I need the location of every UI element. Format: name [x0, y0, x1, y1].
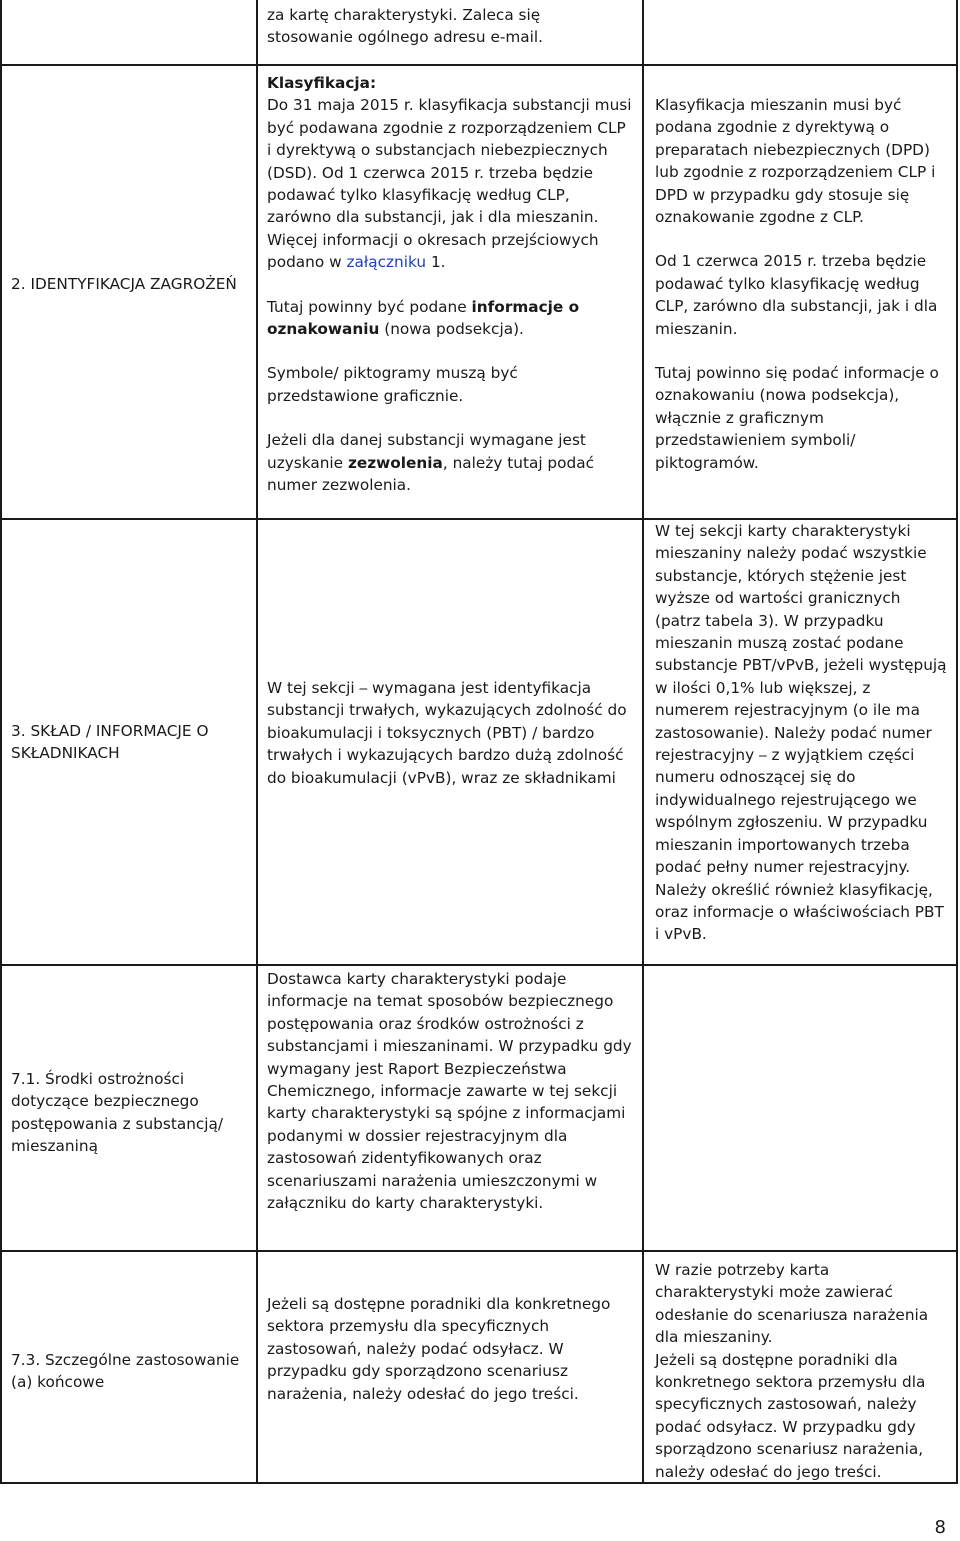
authorisation-text-a: Jeżeli dla danej substancji wymagane jest uzyskanie: [267, 431, 586, 472]
pbt-paragraph: W tej sekcji ⎯ wymagana jest identyfikacja substancji trwałych, wykazujących zdolność do bioakumulacji i toksycznych (PBT) / bardzo trwałych i wykazujących bardzo dużą zdolność do bioakumulacji (vPvB), wraz ze składnikami: [267, 679, 627, 787]
safe-handling-paragraph: Dostawca karty charakterystyki podaje informacje na temat sposobów bezpiecznego postępowania oraz środków ostrożności z substancjami i mieszaninami. W przypadku gdy wymagany jest Raport Bezpieczeństwa Chemicznego, informacje zawarte w tej sekcji karty charakterystyki są spójne z informacjami podanymi w dossier rejestracyjnym dla zastosowań zidentyfikowanych oraz scenariuszami narażenia umieszczonymi w załączniku do karty charakterystyki.: [267, 970, 632, 1213]
section-2-title-text: 2. IDENTYFIKACJA ZAGROŻEŃ: [11, 275, 237, 293]
classification-end: 1.: [430, 253, 446, 272]
labelling-text-a: Tutaj powinny być podane: [267, 297, 467, 316]
row1-col3-text: [655, 94, 947, 474]
exposure-scenario-paragraph: W razie potrzeby karta charakterystyki może zawierać odesłanie do scenariusza narażenia dla mieszaniny.: [655, 1261, 929, 1347]
row1-col2-text: [267, 72, 632, 497]
labelling-text-c: (nowa podsekcja).: [384, 320, 524, 339]
row3-col2-text: [267, 968, 632, 1214]
authorisation-paragraph: [267, 429, 632, 496]
row0-col2-text: [267, 4, 632, 49]
column-divider-1: [256, 0, 258, 1484]
row-divider-4: [0, 1250, 958, 1252]
section-3-title-text: 3. SKŁAD / INFORMACJE O SKŁADNIKACH: [11, 722, 209, 763]
section-7-1-title-text: 7.1. Środki ostrożności dotyczące bezpiecznego postępowania z substancją/ mieszaniną: [11, 1070, 224, 1156]
page-number: 8: [934, 1517, 946, 1538]
table-border-left: [0, 0, 2, 1484]
mixture-clp-paragraph: Od 1 czerwca 2015 r. trzeba będzie podawać tylko klasyfikację według CLP, zarówno dla substancji, jak i dla mieszanin.: [655, 252, 938, 338]
classification-heading: Klasyfikacja:: [267, 74, 377, 92]
authorisation-text-bold: zezwolenia: [347, 453, 443, 472]
section-7-3-title: [11, 1349, 251, 1394]
sector-guidance-paragraph: Jeżeli są dostępne poradniki dla konkretnego sektora przemysłu dla specyficznych zastosowań, należy podać odsyłacz. W przypadku gdy sporządzono scenariusz narażenia, należy odesłać do jego treści.: [655, 1350, 926, 1481]
mixture-labelling-paragraph: Tutaj powinno się podać informacje o oznakowaniu (nowa podsekcja), włącznie z graficznym przedstawieniem symboli/ piktogramów.: [655, 364, 939, 472]
classification-paragraph: [267, 94, 632, 273]
column-divider-2: [642, 0, 644, 1484]
row-divider-1: [0, 64, 958, 66]
symbols-paragraph: Symbole/ piktogramy muszą być przedstawione graficznie.: [267, 364, 518, 405]
mixture-components-paragraph: W tej sekcji karty charakterystyki mieszaniny należy podać wszystkie substancje, których stężenie jest wyższe od wartości granicznych (patrz tabela 3). W przypadku mieszanin muszą zostać podane substancje PBT/vPvB, jeżeli występują w ilości 0,1% lub większej, z numerem rejestracyjnym (o ile ma zastosowanie). Należy podać numer rejestracyjny ⎯ z wyjątkiem części numeru odnoszącej się do indywidualnego rejestrującego we wspólnym zgłoszeniu. W przypadku mieszanin importowanych trzeba podać pełny numer rejestracyjny. Należy określić również klasyfikację, oraz informacje o właściwościach PBT i vPvB.: [655, 522, 947, 944]
labelling-paragraph: [267, 296, 632, 341]
row2-col2-text: [267, 677, 632, 789]
annex-link[interactable]: załączniku: [346, 253, 427, 272]
section-7-1-title: [11, 1068, 251, 1158]
classification-text: Do 31 maja 2015 r. klasyfikacja substancji musi być podawana zgodnie z rozporządzeniem CLP i dyrektywą o substancjach niebezpiecznych (DSD). Od 1 czerwca 2015 r. trzeba będzie podawać tylko klasyfikację według CLP, zarówno dla substancji, jak i dla mieszanin. Więcej informacji o okresach przejściowych podano w: [267, 96, 632, 272]
mixture-classification-paragraph: Klasyfikacja mieszanin musi być podana zgodnie z dyrektywą o preparatach niebezpiecznych (DPD) lub zgodnie z rozporządzeniem CLP i DPD w przypadku gdy stosuje się oznakowanie zgodne z CLP.: [655, 96, 936, 227]
row0-col2-line1: za kartę charakterystyki. Zaleca się: [267, 6, 541, 24]
row-divider-3: [0, 964, 958, 966]
row2-col3-text: [655, 520, 947, 946]
section-2-title: [11, 273, 251, 295]
section-3-title: [11, 720, 251, 765]
section-7-3-title-text: 7.3. Szczególne zastosowanie (a) końcowe: [11, 1351, 240, 1392]
labelling-text-bold: informacje o oznakowaniu: [267, 297, 580, 339]
table-border-right: [956, 0, 958, 1484]
row0-col2-line2: stosowanie ogólnego adresu e-mail.: [267, 28, 544, 47]
row4-col3-text: [655, 1259, 947, 1483]
authorisation-text-c: , należy tutaj podać numer zezwolenia.: [267, 453, 594, 495]
end-use-paragraph: Jeżeli są dostępne poradniki dla konkretnego sektora przemysłu dla specyficznych zastosowań, należy podać odsyłacz. W przypadku gdy sporządzono scenariusz narażenia, należy odesłać do jego treści.: [267, 1295, 611, 1403]
row4-col2-text: [267, 1293, 632, 1405]
